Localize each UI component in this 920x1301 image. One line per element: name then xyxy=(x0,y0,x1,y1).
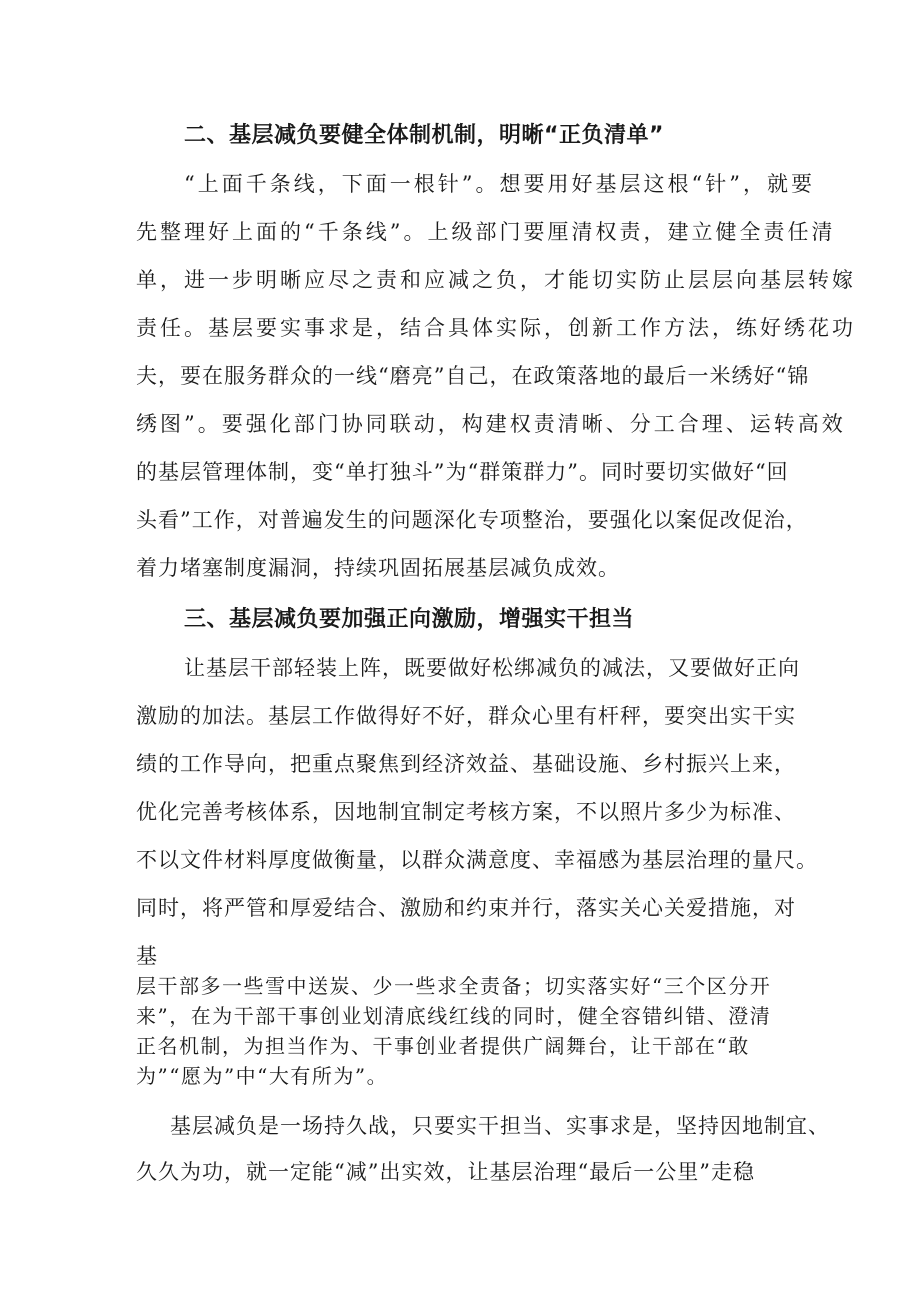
section-3-line: 绩的工作导向，把重点聚焦到经济效益、基础设施、乡村振兴上来， xyxy=(136,752,796,776)
section-3-line: 同时，将严管和厚爱结合、激励和约束并行，落实关心关爱措施，对 xyxy=(136,896,796,920)
section-3-line: 层干部多一些雪中送炭、少一些求全责备；切实落实好“三个区分开 xyxy=(136,974,772,998)
section-2-line: 单，进一步明晰应尽之责和应减之负，才能切实防止层层向基层转嫁 xyxy=(136,268,856,292)
closing-line: 基层减负是一场持久战，只要实干担当、实事求是，坚持因地制宜、 xyxy=(170,1114,830,1138)
section-3-line: 为”“愿为”中“大有所为”。 xyxy=(136,1064,389,1088)
section-2-line: “上面千条线，下面一根针”。想要用好基层这根“针”，就要 xyxy=(184,172,815,196)
section-2-line: 着力堵塞制度漏洞，持续巩固拓展基层减负成效。 xyxy=(136,556,620,580)
section-2-line: 绣图”。要强化部门协同联动，构建权责清晰、分工合理、运转高效 xyxy=(136,412,846,436)
section-2-line: 头看”工作，对普遍发生的问题深化专项整治，要强化以案促改促治， xyxy=(136,508,808,532)
section-2-line: 的基层管理体制，变“单打独斗”为“群策群力”。同时要切实做好“回 xyxy=(136,460,789,484)
section-3-line: 基 xyxy=(136,944,158,968)
section-2-line: 夫，要在服务群众的一线“磨亮”自己，在政策落地的最后一米绣好“锦 xyxy=(136,364,810,388)
section-3-line: 来”，在为干部干事创业划清底线红线的同时，健全容错纠错、澄清 xyxy=(136,1004,772,1028)
section-3-line: 优化完善考核体系，因地制宜制定考核方案，不以照片多少为标准、 xyxy=(136,800,796,824)
section-2-heading: 二、基层减负要健全体制机制，明晰“正负清单” xyxy=(184,123,664,148)
section-2-line: 先整理好上面的“千条线”。上级部门要厘清权责，建立健全责任清 xyxy=(136,220,836,244)
section-2-line: 责任。基层要实事求是，结合具体实际，创新工作方法，练好绣花功 xyxy=(136,316,856,340)
section-3-line: 让基层干部轻装上阵，既要做好松绑减负的减法，又要做好正向 xyxy=(184,656,800,680)
section-3-line: 激励的加法。基层工作做得好不好，群众心里有杆秤，要突出实干实 xyxy=(136,704,796,728)
closing-line: 久久为功，就一定能“减”出实效，让基层治理“最后一公里”走稳 xyxy=(136,1160,755,1184)
section-3-heading: 三、基层减负要加强正向激励，增强实干担当 xyxy=(184,607,635,632)
section-3-line: 正名机制，为担当作为、干事创业者提供广阔舞台，让干部在“敢 xyxy=(136,1034,750,1058)
section-3-line: 不以文件材料厚度做衡量，以群众满意度、幸福感为基层治理的量尺。 xyxy=(136,848,818,872)
